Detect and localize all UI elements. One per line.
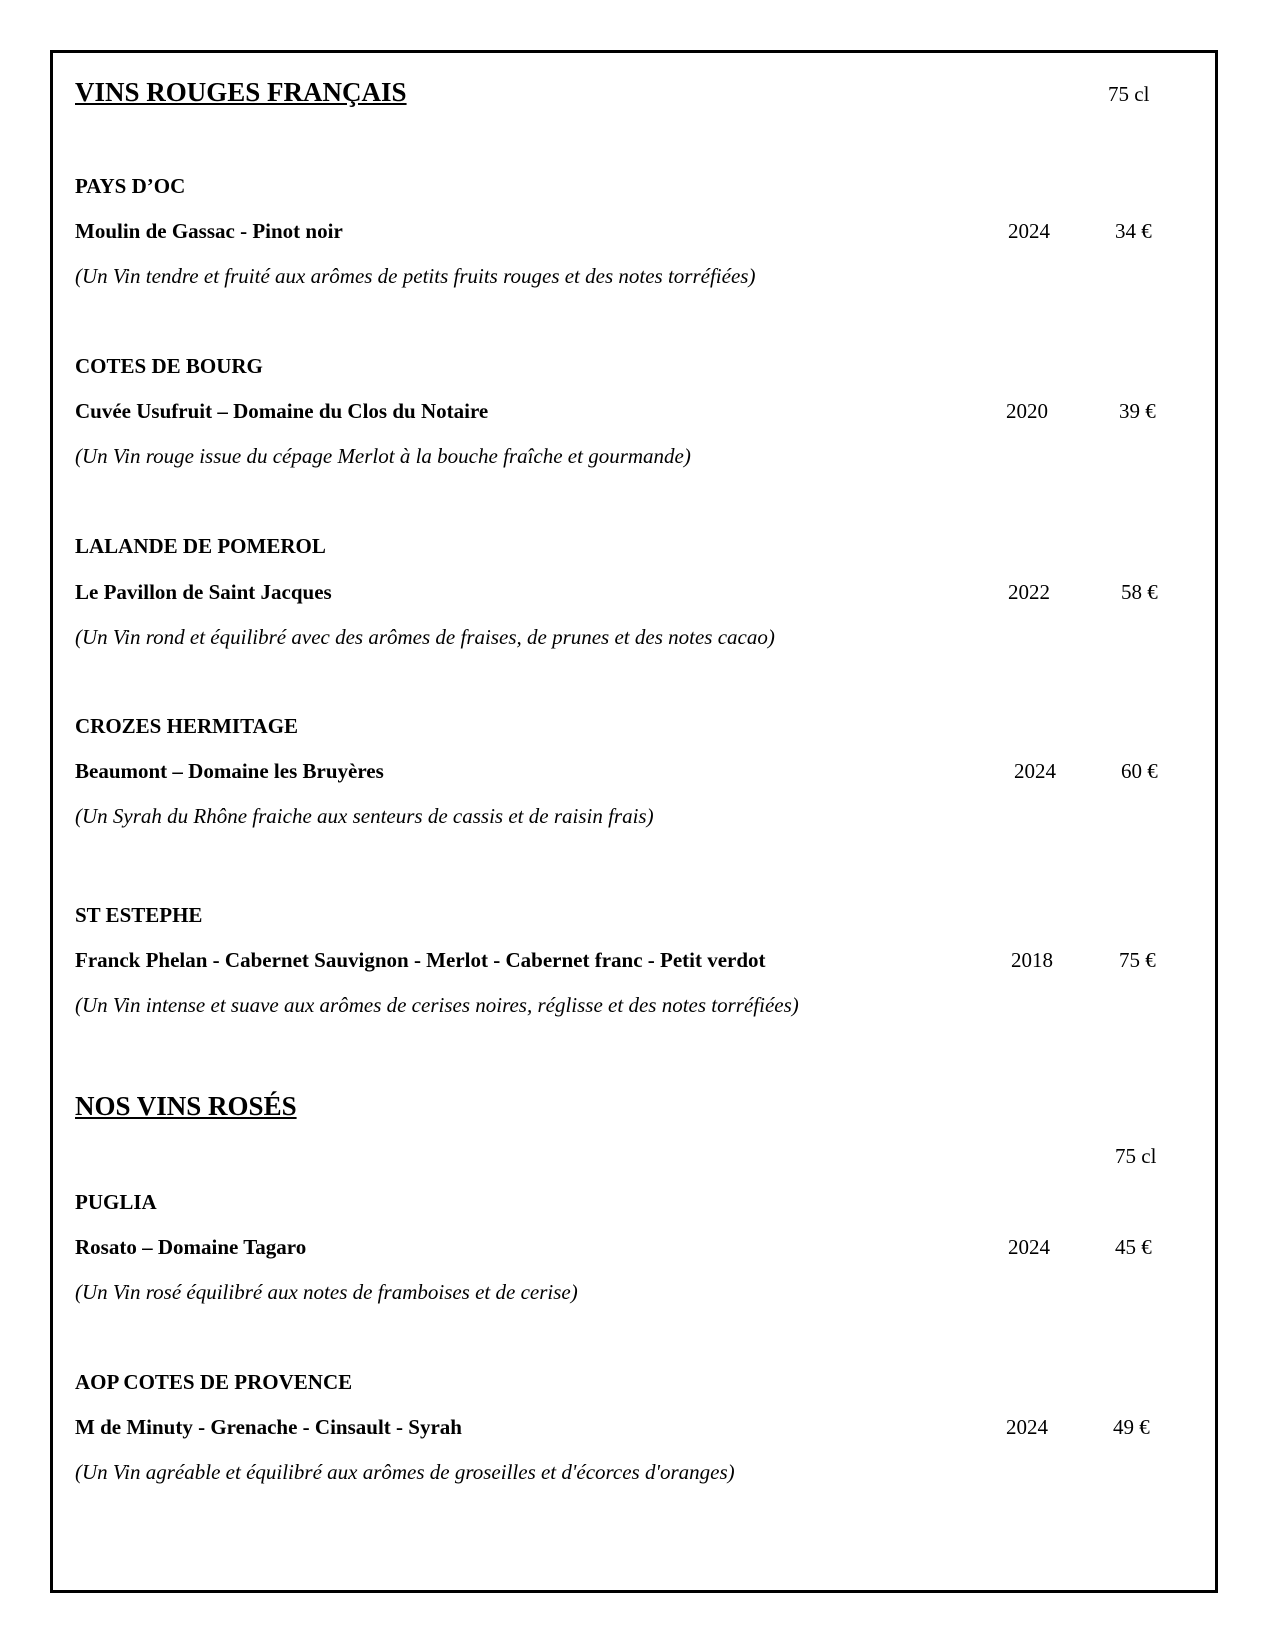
wine-vintage: 2022 — [1008, 580, 1050, 604]
wine-name: M de Minuty - Grenache - Cinsault - Syrah — [75, 1415, 462, 1439]
wine-name: Franck Phelan - Cabernet Sauvignon - Merlot - Cabernet franc - Petit verdot — [75, 948, 766, 972]
unit-label-rose: 75 cl — [1115, 1144, 1157, 1168]
region-label: COTES DE BOURG — [75, 354, 263, 378]
wine-vintage: 2024 — [1008, 219, 1050, 243]
wine-vintage: 2024 — [1008, 1235, 1050, 1259]
wine-description: (Un Vin rosé équilibré aux notes de framboises et de cerise) — [75, 1280, 578, 1304]
wine-vintage: 2024 — [1014, 759, 1056, 783]
region-label: LALANDE DE POMEROL — [75, 534, 326, 558]
region-label: ST ESTEPHE — [75, 903, 203, 927]
wine-price: 60 € — [1121, 759, 1158, 783]
wine-description: (Un Vin tendre et fruité aux arômes de petits fruits rouges et des notes torréfiées) — [75, 264, 756, 288]
wine-name: Rosato – Domaine Tagaro — [75, 1235, 307, 1259]
wine-description: (Un Syrah du Rhône fraiche aux senteurs de cassis et de raisin frais) — [75, 804, 654, 828]
wine-price: 75 € — [1119, 948, 1156, 972]
wine-price: 45 € — [1115, 1235, 1152, 1259]
wine-vintage: 2024 — [1006, 1415, 1048, 1439]
wine-name: Cuvée Usufruit – Domaine du Clos du Notaire — [75, 399, 489, 423]
region-label: AOP COTES DE PROVENCE — [75, 1370, 353, 1394]
wine-vintage: 2020 — [1006, 399, 1048, 423]
wine-price: 58 € — [1121, 580, 1158, 604]
section-title-red: VINS ROUGES FRANÇAIS — [75, 77, 407, 107]
wine-name: Moulin de Gassac - Pinot noir — [75, 219, 343, 243]
wine-description: (Un Vin rouge issue du cépage Merlot à la bouche fraîche et gourmande) — [75, 444, 691, 468]
wine-description: (Un Vin intense et suave aux arômes de cerises noires, réglisse et des notes torréfiées) — [75, 993, 799, 1017]
wine-price: 39 € — [1119, 399, 1156, 423]
region-label: PAYS D’OC — [75, 174, 186, 198]
unit-label-red: 75 cl — [1108, 82, 1150, 106]
wine-description: (Un Vin agréable et équilibré aux arômes de groseilles et d'écorces d'oranges) — [75, 1460, 735, 1484]
wine-name: Beaumont – Domaine les Bruyères — [75, 759, 384, 783]
wine-price: 34 € — [1115, 219, 1152, 243]
region-label: PUGLIA — [75, 1190, 157, 1214]
wine-description: (Un Vin rond et équilibré avec des arômes de fraises, de prunes et des notes cacao) — [75, 625, 775, 649]
wine-price: 49 € — [1113, 1415, 1150, 1439]
region-label: CROZES HERMITAGE — [75, 714, 299, 738]
wine-vintage: 2018 — [1011, 948, 1053, 972]
section-title-rose: NOS VINS ROSÉS — [75, 1091, 297, 1121]
wine-name: Le Pavillon de Saint Jacques — [75, 580, 332, 604]
